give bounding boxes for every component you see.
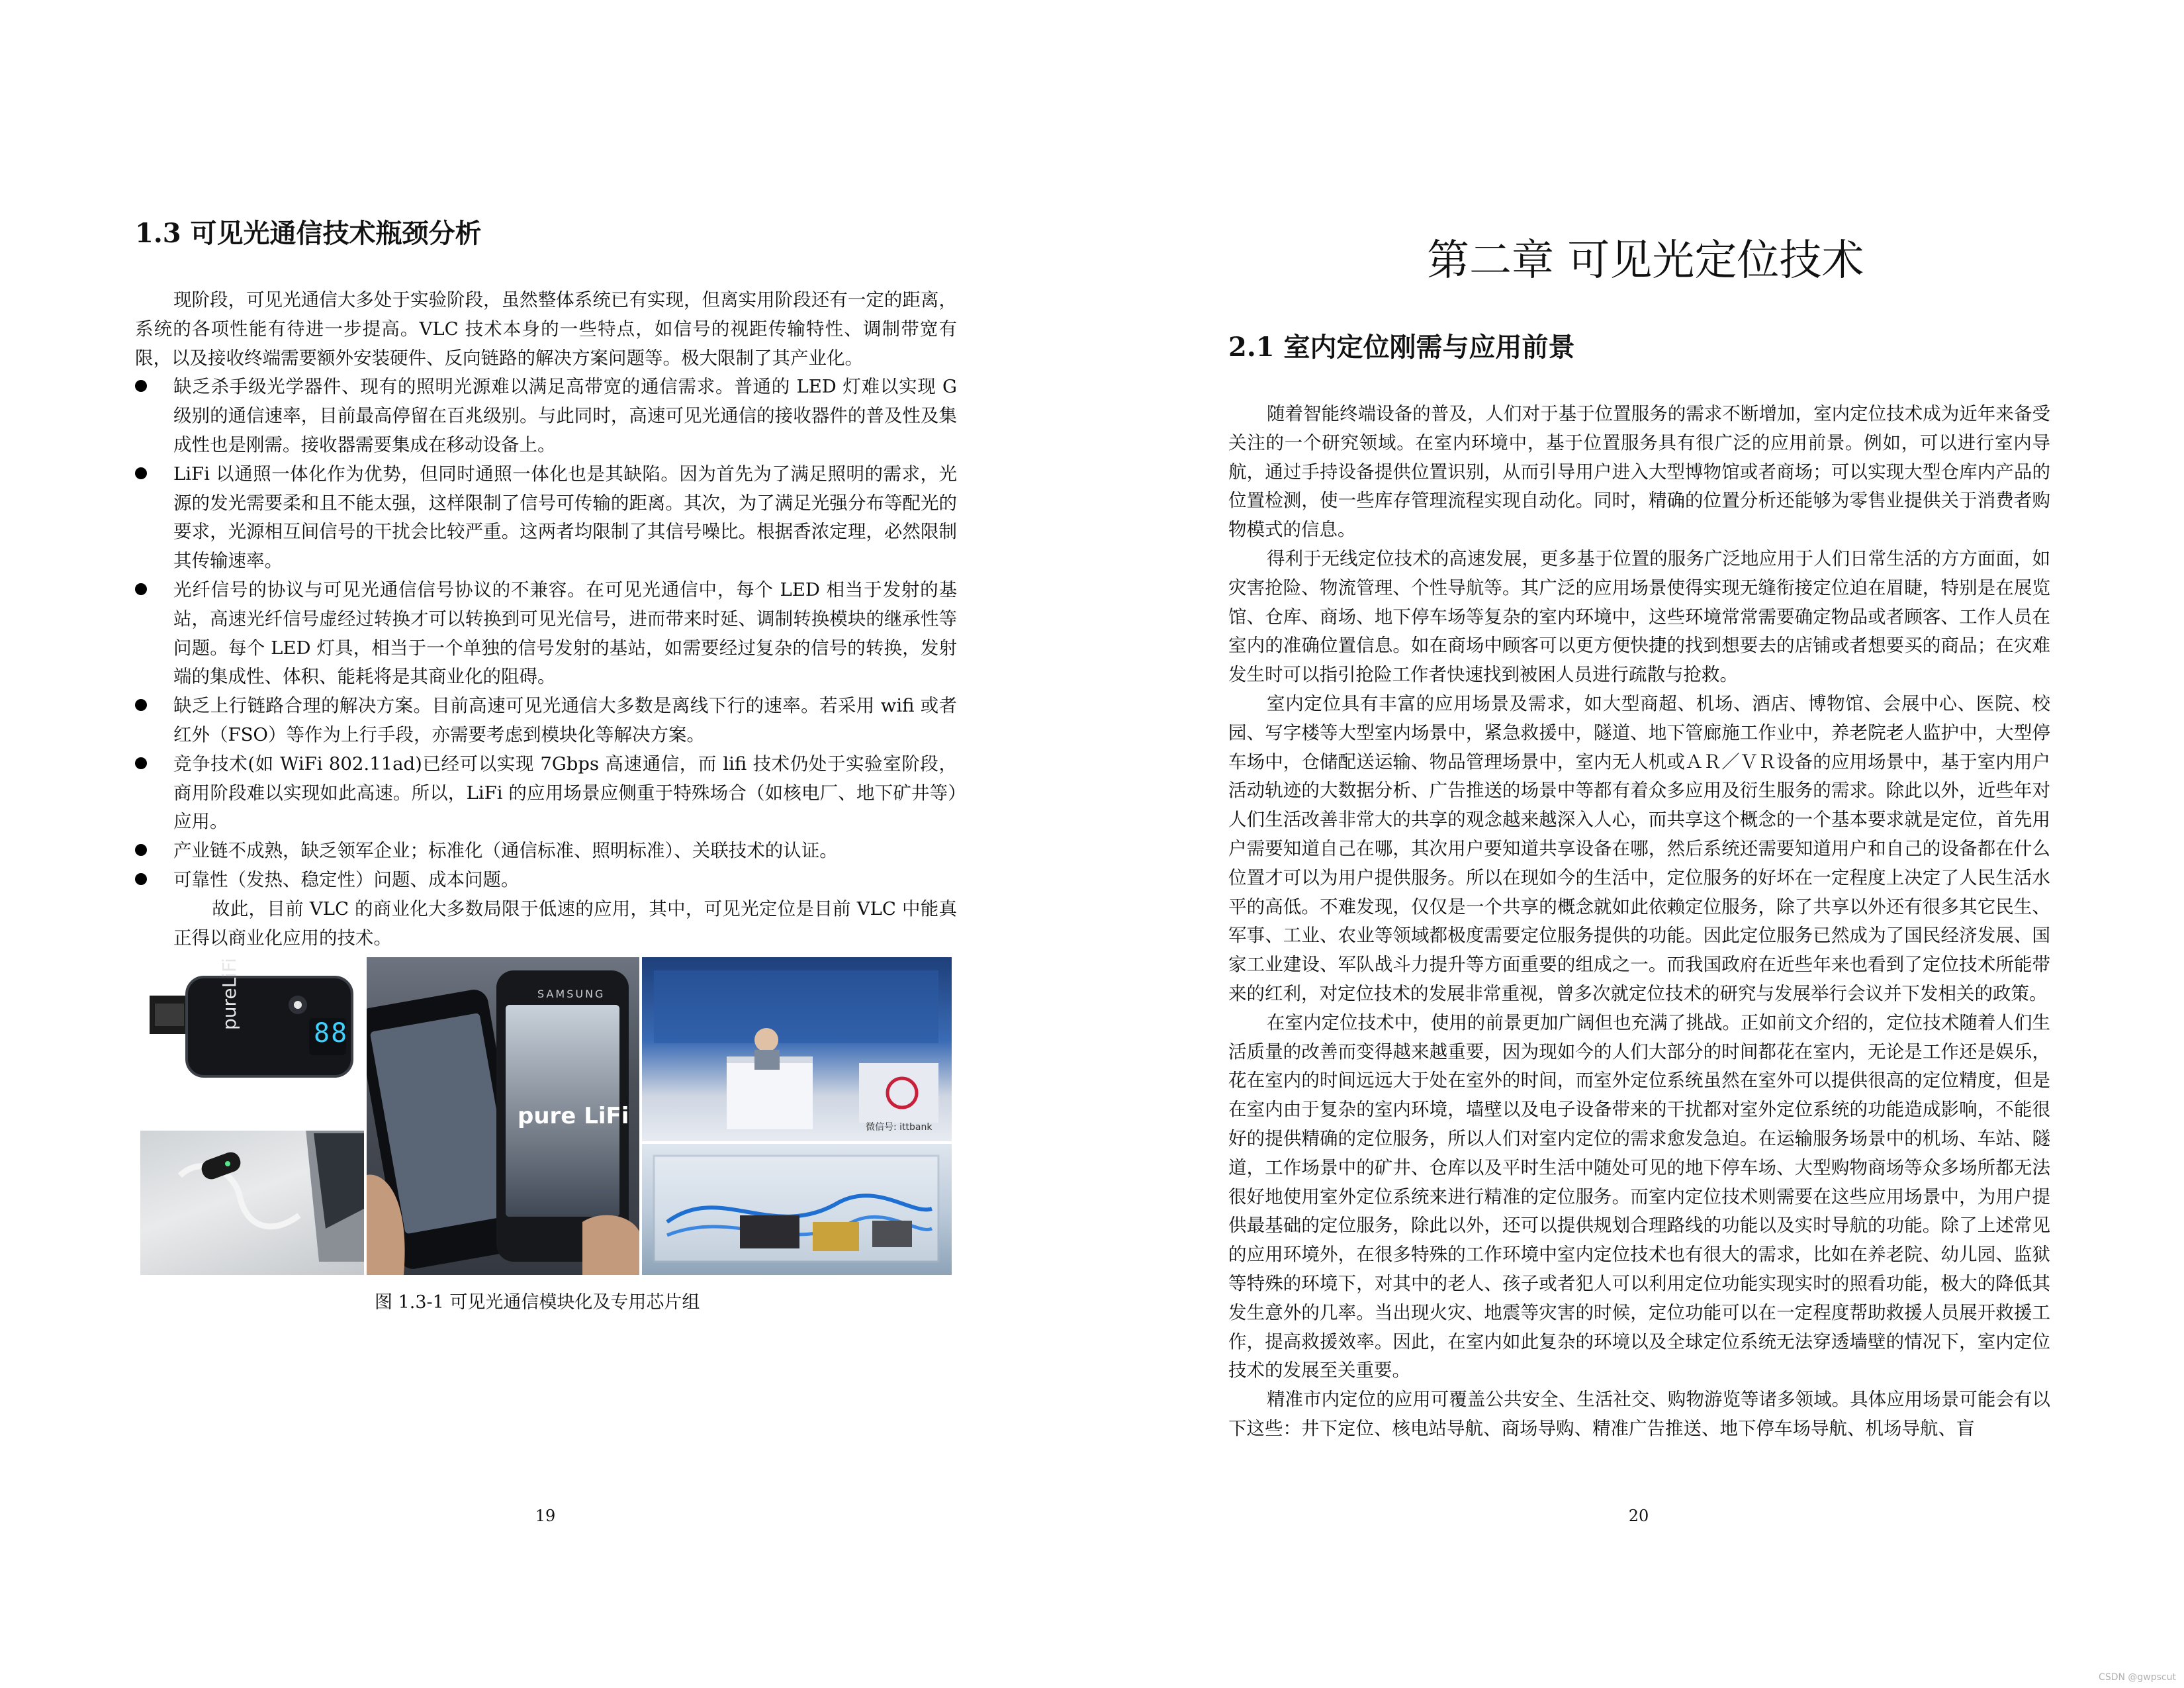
- right-page: [1092, 0, 2184, 1688]
- bullet-icon: [135, 757, 147, 769]
- bullet-icon: [135, 844, 147, 856]
- usb-brand-label: pureLiFi: [218, 958, 240, 1030]
- chipset-board-icon: [641, 1143, 952, 1275]
- list-item: [135, 460, 957, 576]
- body-paragraph: 精准市内定位的应用可覆盖公共安全、生活社交、购物游览等诸多领域。具体应用场景可能会有以下这些：井下定位、核电站导航、商场导购、精准广告推送、地下停车场导航、机场导航、盲: [1228, 1389, 2050, 1439]
- bullet-icon: [135, 380, 147, 392]
- list-item-text: 竞争技术(如 WiFi 802.11ad)已经可以实现 7Gbps 高速通信，而 lifi 技术仍处于实验室阶段，商用阶段难以实现如此高速。所以，LiFi 的应用场景应侧重于特殊场合（如核电厂、地下矿井等）应用。: [173, 753, 957, 833]
- conference-photo: [641, 957, 952, 1143]
- body-paragraph: 在室内定位技术中，使用的前景更加广阔但也充满了挑战。正如前文介绍的，定位技术随着人们生活质量的改善而变得越来越重要，因为现如今的人们大部分的时间都花在室内，无论是工作还是娱乐，花在室内的时间远远大于处在室外的时间，而室外定位系统虽然在室外可以提供很高的定位精度，但是在室内由于复杂的室内环境，墙壁以及电子设备带来的干扰都对室外定位系统的功能造成影响，不能很好的提供精确的定位服务，所以人们对室内定位的需求愈发急迫。在运输服务场景中的机场、车站、隧道，工作场景中的矿井、仓库以及平时生活中随处可见的地下停车场、大型购物商场等众多场所都无法很好地使用室外定位系统来进行精准的定位服务。而室内定位技术则需要在这些应用场景中，为用户提供最基础的定位服务，除此以外，还可以提供规划合理路线的功能以及实时导航的功能。除了上述常见的应用环境外，在很多特殊的工作环境中室内定位技术也有很大的需求，比如在养老院、幼儿园、监狱等特殊的环境下，对其中的老人、孩子或者犯人可以利用定位功能实现实时的照看功能，极大的降低其发生意外的几率。当出现火灾、地震等灾害的时候，定位功能可以在一定程度帮助救援人员展开救援工作，提高救援效率。因此，在室内如此复杂的环境以及全球定位系统无法穿透墙壁的情况下，室内定位技术的发展至关重要。: [1228, 1011, 2050, 1382]
- phone-screen-label: pure LiFi: [518, 1103, 629, 1129]
- list-item: [135, 750, 957, 837]
- list-item-text: 缺乏上行链路合理的解决方案。目前高速可见光通信大多数是离线下行的速率。若采用 wifi 或者红外（FSO）等作为上行手段，亦需要考虑到模块化等解决方案。: [173, 695, 957, 745]
- body-paragraph: 随着智能终端设备的普及，人们对于基于位置服务的需求不断增加，室内定位技术成为近年来备受关注的一个研究领域。在室内环境中，基于位置服务具有很广泛的应用前景。例如，可以进行室内导航，通过手持设备提供位置识别，从而引导用户进入大型博物馆或者商场；可以实现大型仓库内产品的位置检测，使一些库存管理流程实现自动化。同时，精确的位置分析还能够为零售业提供关于消费者购物模式的信息。: [1228, 403, 2050, 541]
- list-item-text: LiFi 以通照一体化作为优势，但同时通照一体化也是其缺陷。因为首先为了满足照明的需求，光源的发光需要柔和且不能太强，这样限制了信号可传输的距离。其次，为了满足光强分布等配光的要求，光源相互间信号的干扰会比较严重。这两者均限制了其信号噪比。根据香浓定理，必然限制其传输速率。: [173, 463, 957, 572]
- figure-divider: [641, 1141, 952, 1144]
- bullet-icon: [135, 873, 147, 885]
- figure-divider: [140, 1128, 364, 1131]
- body-paragraph: 得利于无线定位技术的高速发展，更多基于位置的服务广泛地应用于人们日常生活的方方面面，如灾害抢险、物流管理、个性导航等。其广泛的应用场景使得实现无缝衔接定位迫在眉睫，特别是在展览馆、仓库、商场、地下停车场等复杂的室内环境中，这些环境常常需要确定物品或者顾客、工作人员在室内的准确位置信息。如在商场中顾客可以更方便快捷的找到想要去的店铺或者想要买的商品；在灾难发生时可以指引抢险工作者快速找到被困人员进行疏散与抢救。: [1228, 547, 2050, 686]
- phone-brand-label: SAMSUNG: [537, 988, 606, 1000]
- usb-display: 88: [314, 1018, 349, 1049]
- right-body: [1228, 400, 2050, 1444]
- bottleneck-list: [135, 373, 957, 894]
- chapter-title: 第二章 可见光定位技术: [1427, 236, 1864, 285]
- list-item-text: 可靠性（发热、稳定性）问题、成本问题。: [173, 868, 520, 890]
- section-title: 2.1 室内定位刚需与应用前景: [1228, 332, 1575, 363]
- list-item: [135, 866, 957, 895]
- laptop-photo: [140, 1129, 364, 1275]
- chipset-photo: [641, 1143, 952, 1275]
- page-number: 20: [1628, 1507, 1649, 1525]
- list-item: [135, 692, 957, 750]
- bullet-icon: [135, 467, 147, 479]
- phones-photo: [364, 957, 641, 1275]
- bullet-icon: [135, 583, 147, 595]
- figure-collage: [140, 957, 952, 1275]
- source-watermark: CSDN @gwpscut: [2099, 1672, 2176, 1683]
- list-item-text: 缺乏杀手级光学器件、现有的照明光源难以满足高带宽的通信需求。普通的 LED 灯难以实现 G 级别的通信速率，目前最高停留在百兆级别。与此同时，高速可见光通信的接收器件的普及性及集成性也是刚需。接收器需要集成在移动设备上。: [173, 376, 957, 455]
- list-item: [135, 373, 957, 459]
- list-item: [135, 576, 957, 692]
- intro-paragraph: 现阶段，可见光通信大多处于实验阶段，虽然整体系统已有实现，但离实用阶段还有一定的距离，系统的各项性能有待进一步提高。VLC 技术本身的一些特点，如信号的视距传输特性、调制带宽有限，以及接收终端需要额外安装硬件、反向链路的解决方案问题等。极大限制了其产业化。: [135, 289, 957, 369]
- list-item: [135, 837, 957, 866]
- left-body: [135, 286, 957, 953]
- list-item-text: 产业链不成熟，缺乏领军企业；标准化（通信标准、照明标准）、关联技术的认证。: [173, 840, 838, 862]
- conclusion-paragraph: 故此，目前 VLC 的商业化大多数局限于低速的应用，其中，可见光定位是目前 VLC 中能真正得以商业化应用的技术。: [173, 898, 957, 949]
- section-title: 1.3 可见光通信技术瓶颈分析: [135, 218, 482, 249]
- laptop-dongle-icon: [140, 1129, 364, 1275]
- conference-stage-icon: [641, 957, 952, 1143]
- figure-caption: 图 1.3-1 可见光通信模块化及专用芯片组: [375, 1292, 700, 1313]
- body-paragraph: 室内定位具有丰富的应用场景及需求，如大型商超、机场、酒店、博物馆、会展中心、医院、校园、写字楼等大型室内场景中，紧急救援中，隧道、地下管廊施工作业中，养老院老人监护中，大型停车场中，仓储配送运输、物品管理场景中，室内无人机或ＡＲ／ＶＲ设备的应用场景中，基于室内用户活动轨迹的大数据分析、广告推送的场景中等都有着众多应用及衍生服务的需求。除此以外，近些年对人们生活改善非常大的共享的观念越来越深入人心，而共享这个概念的一个基本要求就是定位，首先用户需要知道自己在哪，其次用户要知道共享设备在哪，然后系统还需要知道用户和自己的设备都在什么位置才可以为用户提供服务。所以在现如今的生活中，定位服务的好坏在一定程度上决定了人民生活水平的高低。不难发现，仅仅是一个共享的概念就如此依赖定位服务，除了共享以外还有很多其它民生、军事、工业、农业等领域都极度需要定位服务提供的功能。因此定位服务已然成为了国民经济发展、国家工业建设、军队战斗力提升等方面重要的组成之一。而我国政府在近些年来也看到了定位技术所能带来的红利，对定位技术的发展非常重视，曾多次就定位技术的研究与发展举行会议并下发相关的政策。: [1228, 692, 2050, 1004]
- figure-divider: [364, 957, 367, 1275]
- usb-dongle-photo: [140, 957, 364, 1129]
- list-item-text: 光纤信号的协议与可见光通信信号协议的不兼容。在可见光通信中，每个 LED 相当于发射的基站，高速光纤信号虚经过转换才可以转换到可见光信号，进而带来时延、调制转换模块的继承性等问题。每个 LED 灯具，相当于一个单独的信号发射的基站，如需要经过复杂的信号的转换，发射端的集成性、体积、能耗将是其商业化的阻碍。: [173, 579, 957, 688]
- page-number: 19: [535, 1507, 556, 1525]
- bullet-icon: [135, 699, 147, 711]
- figure-divider: [639, 957, 642, 1275]
- wechat-watermark: 微信号: ittbank: [866, 1122, 933, 1133]
